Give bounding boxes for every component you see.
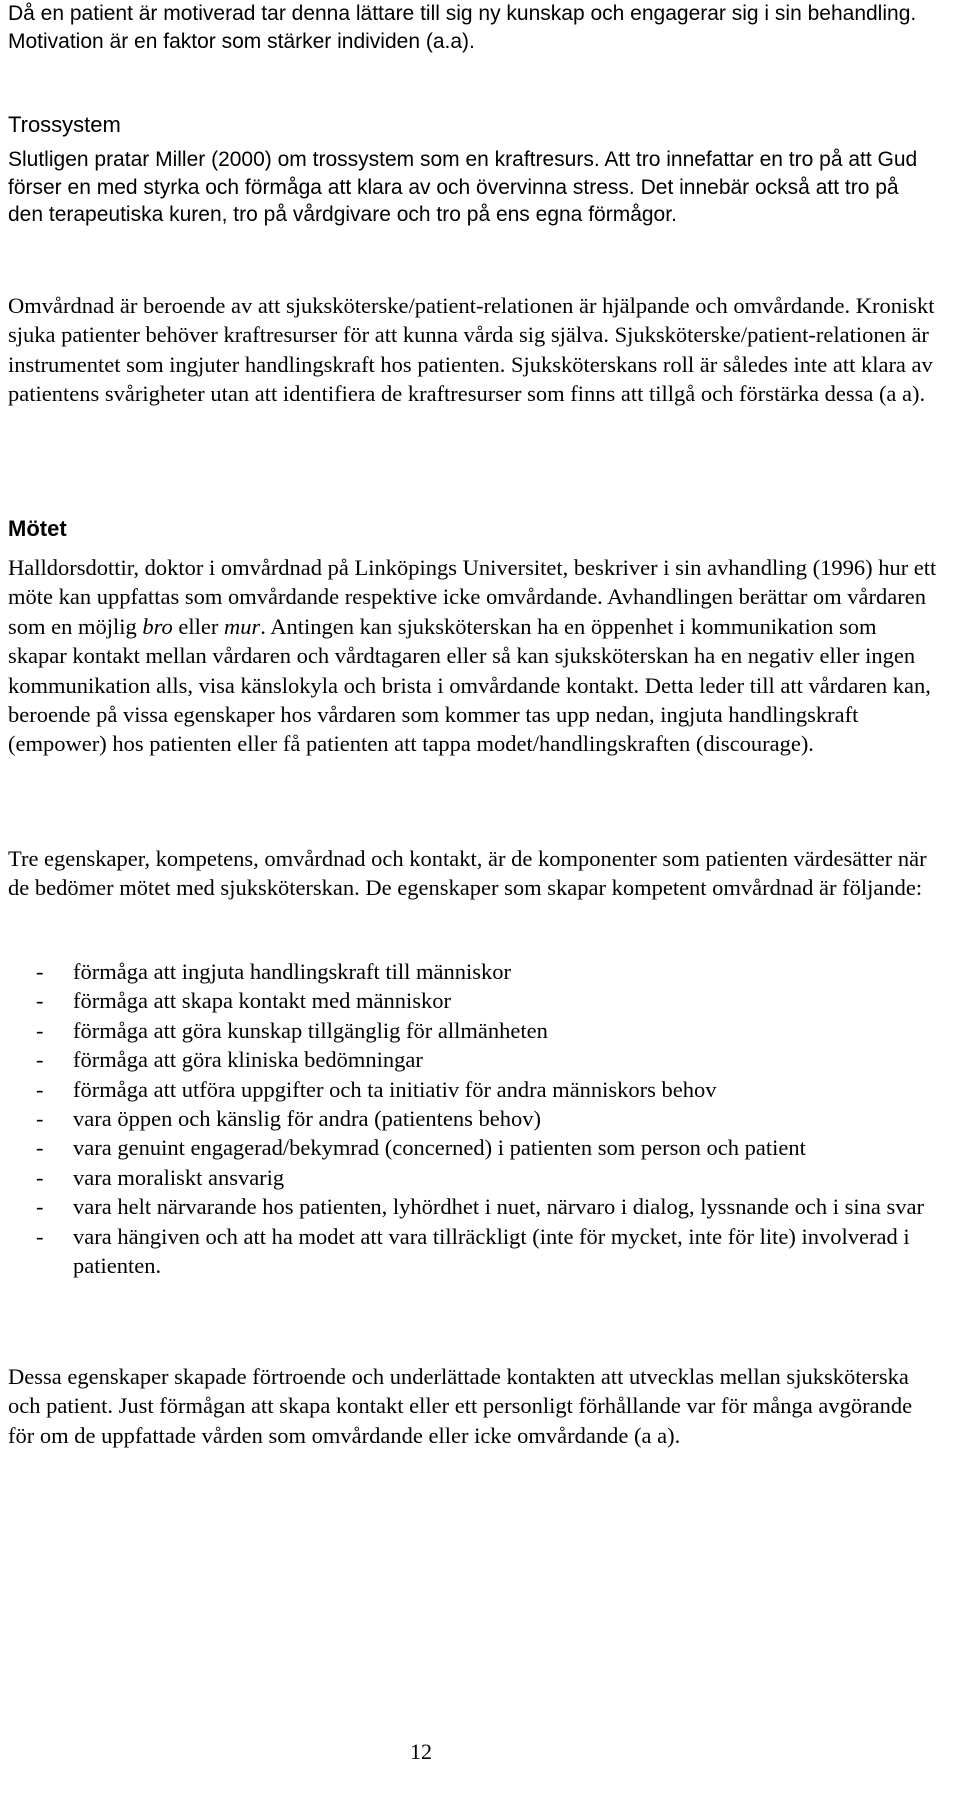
paragraph-dessa-egenskaper: Dessa egenskaper skapade förtroende och underlättade kontakten att utvecklas mellan sjuksköterska och patient. Just förmågan att skapa kontakt eller ett personligt förhållande var för många avgörande för om de uppfattade vården som omvårdande eller icke omvårdande (a a). [8,1364,913,1448]
paragraph-motivation: Då en patient är motiverad tar denna lättare till sig ny kunskap och engagerar sig i sin behandling. Motivation är en faktor som stärker individen (a.a). [8,2,917,53]
list-dash: - [36,1194,44,1220]
heading-trossystem: Trossystem [8,112,121,137]
list-item-text: förmåga att utföra uppgifter och ta initiativ för andra människors behov [73,1076,717,1102]
list-item [8,1192,938,1221]
paragraph-halldorsdottir [8,553,938,759]
list-dash: - [36,988,44,1014]
list-item [8,957,938,986]
page-number [0,1738,842,1766]
list-dash: - [36,1017,44,1043]
list-dash: - [36,1223,44,1249]
page-number-text: 12 [410,1739,432,1764]
list-item [8,1104,938,1133]
list-item-text: vara moraliskt ansvarig [73,1164,285,1190]
list-item-text: vara genuint engagerad/bekymrad (concerned) i patienten som person och patient [73,1135,806,1161]
list-dash: - [36,1164,44,1190]
list-item-text: förmåga att ingjuta handlingskraft till människor [73,959,512,984]
list-item [8,1075,938,1104]
list-item-text: förmåga att göra kunskap tillgänglig för allmänheten [73,1017,548,1043]
list-dash: - [36,1076,44,1102]
list-item-text: vara helt närvarande hos patienten, lyhördhet i nuet, närvaro i dialog, lyssnande och i sina svar [73,1194,924,1220]
italic-bro: bro [142,613,173,639]
list-item-text: förmåga att göra kliniska bedömningar [73,1047,423,1073]
paragraph-halldorsdottir-part-c: . Antingen kan sjuksköterskan ha en öppenhet i kommunikation som skapar kontakt mellan vårdaren och vårdtagaren eller så kan sjuksköterskan ha en negativ eller ingen kommunikation alls, visa känslokyla och brista i omvårdande kontakt. Detta leder till att vårdaren kan, beroende på vissa egenskaper hos vårdaren som kommer tas upp nedan, ingjuta handlingskraft (empower) hos patienten eller få patienten att tappa modet/handlingskraften (discourage). [8,613,931,757]
list-item-text: vara öppen och känslig för andra (patientens behov) [73,1106,541,1132]
list-item [8,1133,938,1162]
paragraph-halldorsdottir-part-a: Halldorsdottir, doktor i omvårdnad på Linköpings Universitet, beskriver i sin avhandling (1996) hur ett möte kan uppfattas som omvårdande respektive icke omvårdande. Avhandlingen berättar om vårdaren som en möjlig [8,555,937,639]
competence-list [8,957,938,1280]
paragraph-halldorsdottir-part-b: eller [172,613,225,639]
list-dash: - [36,959,44,984]
list-dash: - [36,1047,44,1073]
heading-motet: Mötet [8,516,67,541]
list-dash: - [36,1106,44,1132]
paragraph-trossystem: Slutligen pratar Miller (2000) om trossystem som en kraftresurs. Att tro innefattar en tro på att Gud förser en med styrka och förmåga att klara av och övervinna stress. Det innebär också att tro på den terapeutiska kuren, tro på vårdgivare och tro på ens egna förmågor. [8,148,918,227]
italic-mur: mur [224,613,261,639]
list-item-text: förmåga att skapa kontakt med människor [73,988,452,1014]
list-item [8,986,938,1015]
list-item [8,1163,938,1192]
list-item-text: vara hängiven och att ha modet att vara tillräckligt (inte för mycket, inte för lite) involverad i patienten. [73,1223,910,1279]
list-item [8,1045,938,1074]
paragraph-tre-egenskaper: Tre egenskaper, kompetens, omvårdnad och kontakt, är de komponenter som patienten värdesätter när de bedömer mötet med sjuksköterskan. De egenskaper som skapar kompetent omvårdnad är följande: [8,846,927,901]
list-item [8,1222,938,1281]
list-dash: - [36,1135,44,1161]
paragraph-omvardnad: Omvårdnad är beroende av att sjuksköterske/patient-relationen är hjälpande och omvårdande. Kroniskt sjuka patienter behöver kraftresurser för att kunna vårda sig själva. Sjuksköterske/patient-relationen är instrumentet som ingjuter handlingskraft hos patienten. Sjuksköterskans roll är således inte att klara av patientens svårigheter utan att identifiera de kraftresurser som finns att tillgå och förstärka dessa (a a). [8,293,935,407]
list-item [8,1016,938,1045]
